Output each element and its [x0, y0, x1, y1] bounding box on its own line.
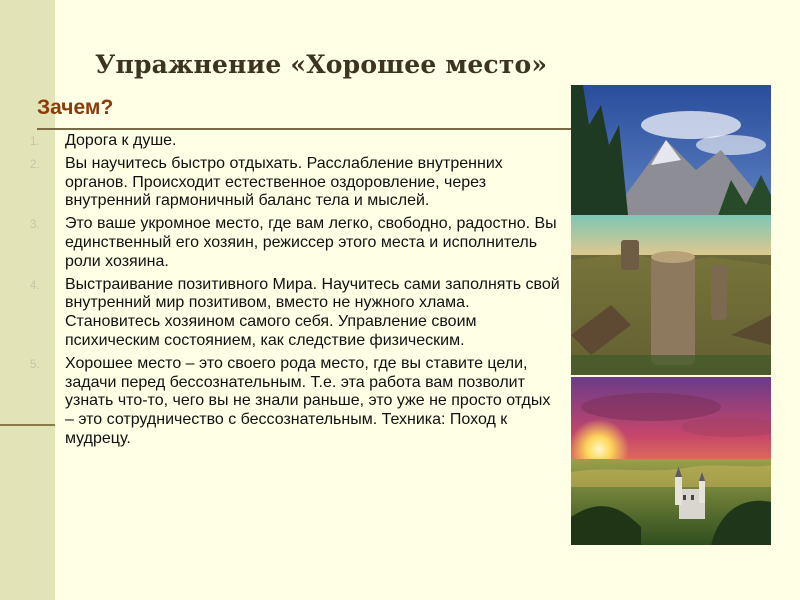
numbered-list: [30, 132, 560, 453]
list-item-text: Это ваше укромное место, где вам легко, свободно, радостно. Вы единственный его хозяин, режиссер этого места и исполнитель роли хозяина.: [65, 215, 557, 270]
list-item-text: Хорошее место – это своего рода место, где вы ставите цели, задачи перед бессознательным. Т.е. эта работа вам позволит узнать что-то, чего вы не знали раньше, это уже не просто отдых – это сотрудничество с бессознательным. Техника: Поход к мудрецу.: [65, 354, 551, 447]
slide-subtitle: Зачем?: [37, 96, 114, 119]
list-item-text: Выстраивание позитивного Мира. Научитесь сами заполнять свой внутренний мир позитивом, вместо не нужного хлама. Становитесь хозяином самого себя. Управление своим психическим состоянием, как следствие физическим.: [65, 275, 560, 349]
list-item-text: Дорога к душе.: [65, 132, 177, 149]
slide-title: Упражнение «Хорошее место»: [95, 50, 548, 79]
list-item: [30, 132, 560, 151]
list-number: 4.: [30, 279, 40, 292]
list-number: 5.: [30, 358, 40, 371]
list-item: [30, 276, 560, 351]
horizontal-rule: [37, 128, 572, 130]
list-number: 2.: [30, 158, 40, 171]
list-number: 1.: [30, 136, 40, 148]
list-item: [30, 155, 560, 211]
list-number: 3.: [30, 219, 40, 232]
mountain-lake-photo: [571, 85, 771, 375]
sunset-castle-photo: [571, 377, 771, 545]
list-item: [30, 215, 560, 271]
list-item-text: Вы научитесь быстро отдыхать. Расслабление внутренних органов. Происходит естественное оздоровление, через внутренний гармоничный баланс тела и мыслей.: [65, 154, 503, 210]
list-item: [30, 355, 560, 449]
